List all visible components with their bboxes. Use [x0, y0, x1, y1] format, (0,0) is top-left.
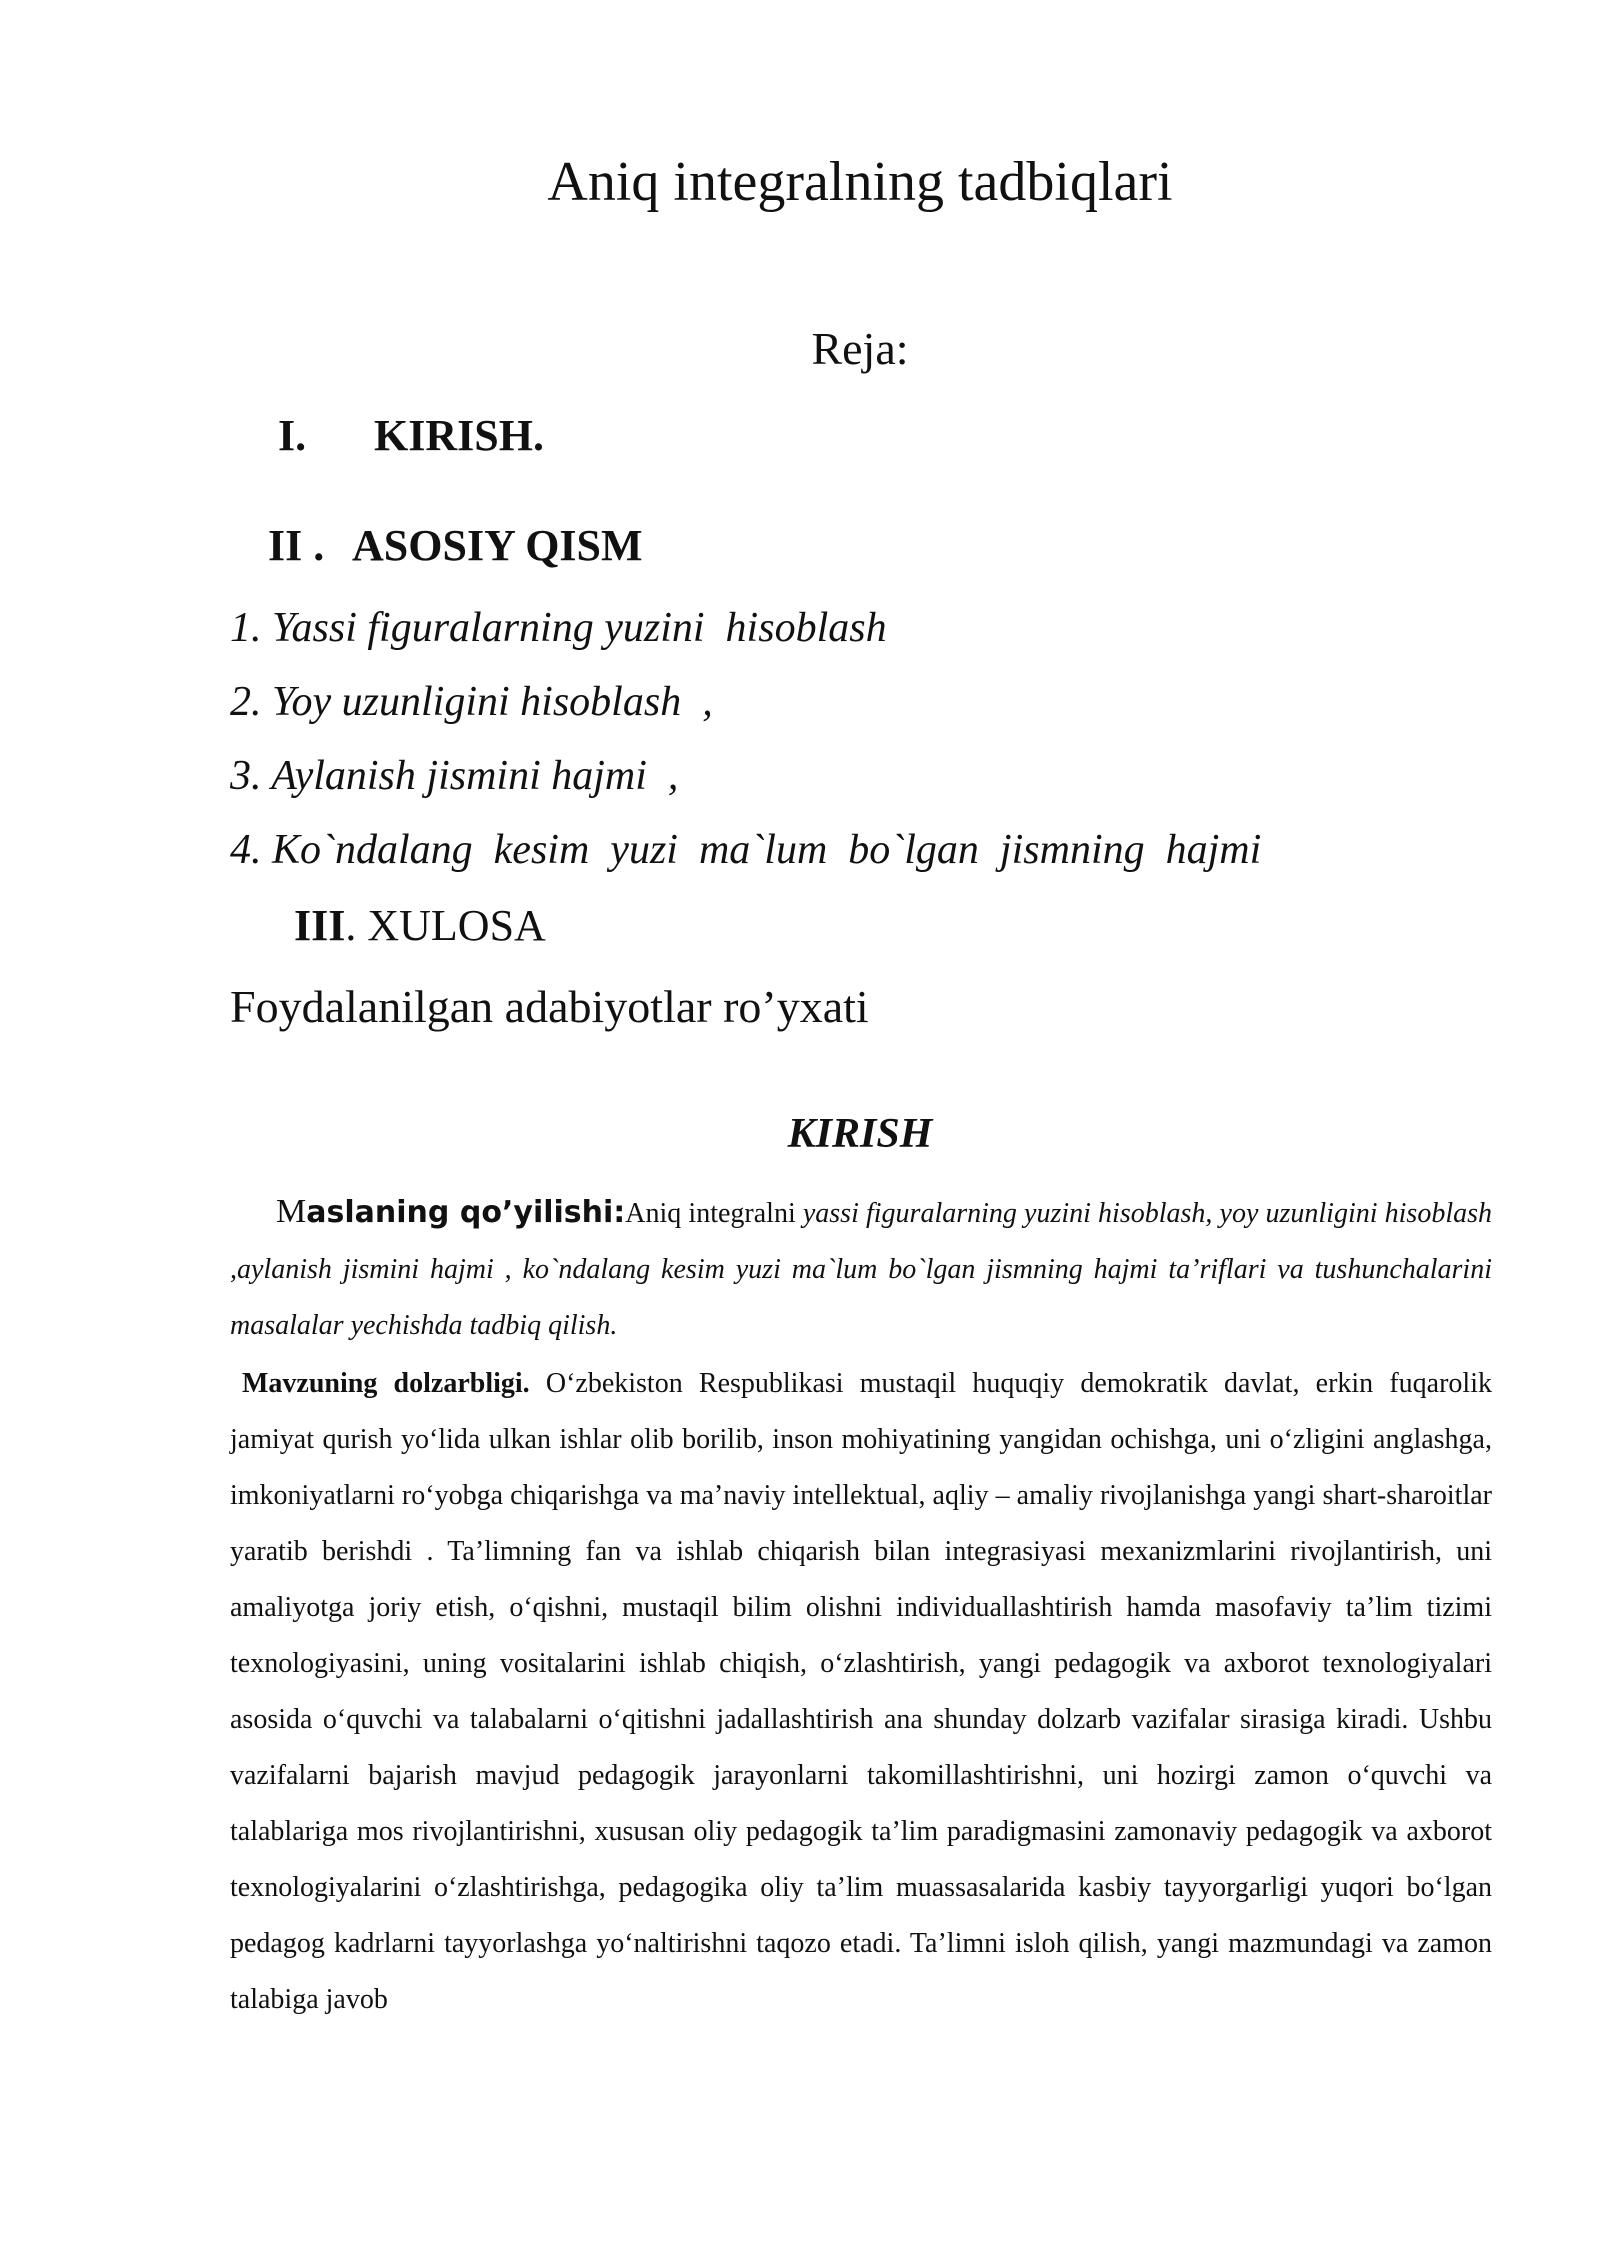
plan-item: 4. Ko`ndalang kesim yuzi ma`lum bo`lgan jismning hajmi	[230, 827, 1262, 873]
document-title: Aniq integralning tadbiqlari	[547, 151, 1173, 213]
paragraph-italic-text: yassi figuralarning yuzini hisoblash, yoy uzunligini hisoblash ,aylanish jismini hajmi , ko`ndalang kesim yuzi ma`lum bo`lgan jismning hajmi ta’riflari va tushunchalarini masalalar yechishda tadbiq qilish.	[230, 1198, 1492, 1341]
section-label: . XULOSA	[345, 901, 546, 950]
section-label: ASOSIY QISM	[352, 521, 643, 570]
section-label: KIRISH.	[374, 411, 544, 460]
references-heading: Foydalanilgan adabiyotlar ro’yxati	[230, 981, 869, 1032]
problem-statement-paragraph	[230, 1184, 1492, 1354]
paragraph-text: O‘zbekiston Respublikasi mustaqil huquqiy demokratik davlat, erkin fuqarolik jamiyat qurish yo‘lida ulkan ishlar olib borilib, inson mohiyatining yangidan ochishga, uni o‘zligini anglashga, imkoniyatlarni ro‘yobga chiqarishga va ma’naviy intellektual, aqliy – amaliy rivojlanishga yangi shart-sharoitlar yaratib berishdi . Ta’limning fan va ishlab chiqarish bilan integrasiyasi mexanizmlarini rivojlantirish, uni amaliyotga joriy etish, o‘qishni, mustaqil bilim olishni individuallashtirish hamda masofaviy ta’lim tizimi texnologiyasini, uning vositalarini ishlab chiqish, o‘zlashtirish, yangi pedagogik va axborot texnologiyalari asosida o‘quvchi va talabalarni o‘qitishni jadallashtirish ana shunday dolzarb vazifalar sirasiga kiradi. Ushbu vazifalarni bajarish mavjud pedagogik jarayonlarni takomillashtirishni, uni hozirgi zamon o‘quvchi va talablariga mos rivojlantirishni, xususan oliy pedagogik ta’lim paradigmasini zamonaviy pedagogik va axborot texnologiyalarini o‘zlashtirishga, pedagogika oliy ta’lim muassasalarida kasbiy tayyorgarligi yuqori bo‘lgan pedagog kadrlarni tayyorlashga yo‘naltirishni taqozo etadi. Ta’limni isloh qilish, yangi mazmundagi va zamon talabiga javob	[230, 1368, 1492, 2015]
plan-heading: Reja:	[811, 323, 909, 374]
plan-item: 2. Yoy uzunligini hisoblash ,	[230, 679, 713, 725]
lead-label: Mavzuning dolzarbligi.	[242, 1368, 530, 1399]
section-number: II .	[268, 521, 325, 570]
lead-label: aslaning qo’yilishi:	[306, 1195, 626, 1230]
introduction-heading: KIRISH	[787, 1111, 933, 1157]
relevance-paragraph	[230, 1356, 1492, 2028]
section-introduction	[278, 410, 544, 461]
section-conclusion	[294, 900, 546, 951]
paragraph-text: Aniq integralni	[625, 1198, 803, 1229]
section-main-part	[268, 520, 643, 571]
section-number: I.	[278, 411, 307, 460]
plan-item: 3. Aylanish jismini hajmi ,	[230, 753, 679, 799]
lead-initial: M	[276, 1193, 307, 1230]
plan-item: 1. Yassi figuralarning yuzini hisoblash	[230, 605, 887, 651]
section-number: III	[294, 901, 346, 950]
